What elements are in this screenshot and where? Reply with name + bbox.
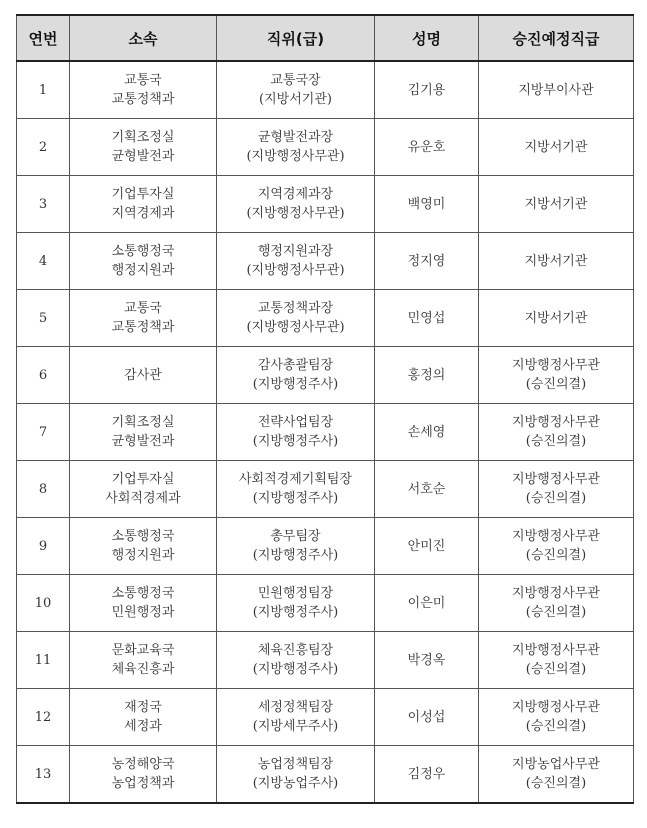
- table-row: [17, 347, 634, 404]
- position-line: (지방행정사무관): [246, 263, 345, 278]
- position-line: (지방행정주사): [252, 605, 339, 620]
- table-row: [17, 233, 634, 290]
- name-cell: 유운호: [375, 119, 479, 176]
- department-line: 균형발전과: [111, 149, 175, 164]
- promotion-rank-line: 지방서기관: [524, 310, 588, 326]
- position-line: 농업정책팀장: [257, 757, 334, 772]
- number-cell: 10: [17, 575, 70, 632]
- position-cell: [217, 575, 375, 632]
- promotion-rank-cell: [479, 404, 634, 461]
- department-line: 기업투자실: [111, 187, 175, 202]
- header-department: 소속: [70, 15, 217, 61]
- promotion-rank-line: 지방농업사무관: [512, 757, 600, 772]
- department-line: 체육진흥과: [111, 662, 175, 677]
- department-line: 소통행정국: [111, 529, 175, 544]
- position-line: 세정정책팀장: [257, 700, 334, 715]
- promotion-rank-line: 지방서기관: [524, 196, 588, 212]
- position-line: 총무팀장: [270, 529, 321, 544]
- position-cell: [217, 404, 375, 461]
- promotion-rank-cell: [479, 746, 634, 804]
- name-cell: 김정우: [375, 746, 479, 804]
- promotion-rank-cell: [479, 347, 634, 404]
- position-cell: [217, 632, 375, 689]
- position-line: (지방행정주사): [252, 377, 339, 392]
- number-cell: 11: [17, 632, 70, 689]
- department-cell: [70, 347, 217, 404]
- position-line: (지방행정사무관): [246, 206, 345, 221]
- table-row: [17, 404, 634, 461]
- name-cell: 백영미: [375, 176, 479, 233]
- position-line: (지방행정주사): [252, 434, 339, 449]
- promotion-rank-line: 지방행정사무관: [512, 529, 600, 544]
- position-cell: [217, 61, 375, 119]
- position-line: (지방행정주사): [252, 491, 339, 506]
- promotion-rank-line: 지방행정사무관: [512, 415, 600, 430]
- table-row: [17, 632, 634, 689]
- position-cell: [217, 176, 375, 233]
- promotion-rank-cell: [479, 119, 634, 176]
- department-line: 재정국: [124, 700, 162, 715]
- position-line: 지역경제과장: [257, 187, 334, 202]
- name-cell: 이성섭: [375, 689, 479, 746]
- position-cell: [217, 518, 375, 575]
- position-cell: [217, 119, 375, 176]
- department-line: 교통국: [124, 73, 162, 88]
- promotion-rank-line: 지방서기관: [524, 139, 588, 155]
- table-body: [17, 61, 634, 803]
- position-line: (지방서기관): [259, 92, 332, 107]
- department-cell: [70, 233, 217, 290]
- header-name: 성명: [375, 15, 479, 61]
- position-cell: [217, 233, 375, 290]
- department-cell: [70, 746, 217, 804]
- promotion-rank-line: 지방행정사무관: [512, 700, 600, 715]
- department-line: 행정지원과: [111, 548, 175, 563]
- position-line: 민원행정팀장: [257, 586, 334, 601]
- position-line: (지방행정사무관): [246, 149, 345, 164]
- promotion-rank-cell: [479, 61, 634, 119]
- name-cell: 서호순: [375, 461, 479, 518]
- department-cell: [70, 575, 217, 632]
- promotion-rank-cell: [479, 176, 634, 233]
- table-row: [17, 746, 634, 804]
- number-cell: 3: [17, 176, 70, 233]
- position-line: 행정지원과장: [257, 244, 334, 259]
- table-row: [17, 61, 634, 119]
- number-cell: 6: [17, 347, 70, 404]
- promotion-table: [16, 14, 634, 804]
- header-number: 연번: [17, 15, 70, 61]
- promotion-rank-line: 지방행정사무관: [512, 643, 600, 658]
- department-cell: [70, 119, 217, 176]
- promotion-rank-cell: [479, 518, 634, 575]
- position-cell: [217, 461, 375, 518]
- number-cell: 12: [17, 689, 70, 746]
- number-cell: 8: [17, 461, 70, 518]
- table-row: [17, 689, 634, 746]
- name-cell: 박경옥: [375, 632, 479, 689]
- number-cell: 13: [17, 746, 70, 804]
- promotion-rank-line: (승진의결): [525, 662, 587, 677]
- position-cell: [217, 347, 375, 404]
- promotion-rank-line: 지방서기관: [524, 253, 588, 269]
- name-cell: 홍정의: [375, 347, 479, 404]
- position-line: (지방세무주사): [252, 719, 339, 734]
- department-line: 지역경제과: [111, 206, 175, 221]
- number-cell: 1: [17, 61, 70, 119]
- header-promotion-rank: 승진예정직급: [479, 15, 634, 61]
- promotion-rank-line: (승진의결): [525, 776, 587, 791]
- position-line: 교통정책과장: [257, 301, 334, 316]
- promotion-rank-line: 지방행정사무관: [512, 358, 600, 373]
- promotion-rank-cell: [479, 290, 634, 347]
- department-line: 교통국: [124, 301, 162, 316]
- position-line: (지방행정주사): [252, 662, 339, 677]
- department-line: 균형발전과: [111, 434, 175, 449]
- promotion-rank-cell: [479, 233, 634, 290]
- department-line: 교통정책과: [111, 92, 175, 107]
- department-cell: [70, 176, 217, 233]
- name-cell: 안미진: [375, 518, 479, 575]
- promotion-rank-cell: [479, 461, 634, 518]
- table-row: [17, 518, 634, 575]
- name-cell: 김기용: [375, 61, 479, 119]
- department-line: 기획조정실: [111, 415, 175, 430]
- position-line: (지방행정사무관): [246, 320, 345, 335]
- promotion-rank-cell: [479, 632, 634, 689]
- number-cell: 9: [17, 518, 70, 575]
- department-line: 소통행정국: [111, 586, 175, 601]
- department-cell: [70, 404, 217, 461]
- department-line: 민원행정과: [111, 605, 175, 620]
- department-cell: [70, 518, 217, 575]
- promotion-rank-line: (승진의결): [525, 719, 587, 734]
- position-line: 사회적경제기획팀장: [238, 472, 353, 487]
- department-line: 농업정책과: [111, 776, 175, 791]
- promotion-rank-line: (승진의결): [525, 491, 587, 506]
- table-row: [17, 290, 634, 347]
- position-line: 교통국장: [270, 73, 321, 88]
- table-row: [17, 119, 634, 176]
- department-line: 농정해양국: [111, 757, 175, 772]
- name-cell: 손세영: [375, 404, 479, 461]
- promotion-rank-line: (승진의결): [525, 434, 587, 449]
- department-line: 문화교육국: [111, 643, 175, 658]
- position-cell: [217, 746, 375, 804]
- position-line: 균형발전과장: [257, 130, 334, 145]
- position-line: (지방행정주사): [252, 548, 339, 563]
- department-line: 소통행정국: [111, 244, 175, 259]
- promotion-rank-line: (승진의결): [525, 548, 587, 563]
- position-line: (지방농업주사): [252, 776, 339, 791]
- table-header-row: [17, 15, 634, 61]
- position-cell: [217, 689, 375, 746]
- department-cell: [70, 632, 217, 689]
- promotion-table-container: [16, 14, 634, 804]
- promotion-rank-line: 지방행정사무관: [512, 472, 600, 487]
- header-position: 직위(급): [217, 15, 375, 61]
- number-cell: 4: [17, 233, 70, 290]
- position-line: 감사총괄팀장: [257, 358, 334, 373]
- number-cell: 5: [17, 290, 70, 347]
- name-cell: 민영섭: [375, 290, 479, 347]
- department-cell: [70, 689, 217, 746]
- department-cell: [70, 61, 217, 119]
- department-line: 세정과: [124, 719, 162, 734]
- position-line: 전략사업팀장: [257, 415, 334, 430]
- position-cell: [217, 290, 375, 347]
- department-cell: [70, 461, 217, 518]
- promotion-rank-line: 지방부이사관: [518, 82, 594, 98]
- promotion-rank-line: 지방행정사무관: [512, 586, 600, 601]
- promotion-rank-line: (승진의결): [525, 605, 587, 620]
- department-line: 기획조정실: [111, 130, 175, 145]
- department-cell: [70, 290, 217, 347]
- department-line: 감사관: [124, 367, 162, 383]
- number-cell: 7: [17, 404, 70, 461]
- name-cell: 정지영: [375, 233, 479, 290]
- table-row: [17, 575, 634, 632]
- table-row: [17, 461, 634, 518]
- department-line: 사회적경제과: [105, 491, 181, 506]
- promotion-rank-cell: [479, 689, 634, 746]
- table-row: [17, 176, 634, 233]
- position-line: 체육진흥팀장: [257, 643, 334, 658]
- department-line: 행정지원과: [111, 263, 175, 278]
- department-line: 기업투자실: [111, 472, 175, 487]
- promotion-rank-cell: [479, 575, 634, 632]
- promotion-rank-line: (승진의결): [525, 377, 587, 392]
- number-cell: 2: [17, 119, 70, 176]
- name-cell: 이은미: [375, 575, 479, 632]
- department-line: 교통정책과: [111, 320, 175, 335]
